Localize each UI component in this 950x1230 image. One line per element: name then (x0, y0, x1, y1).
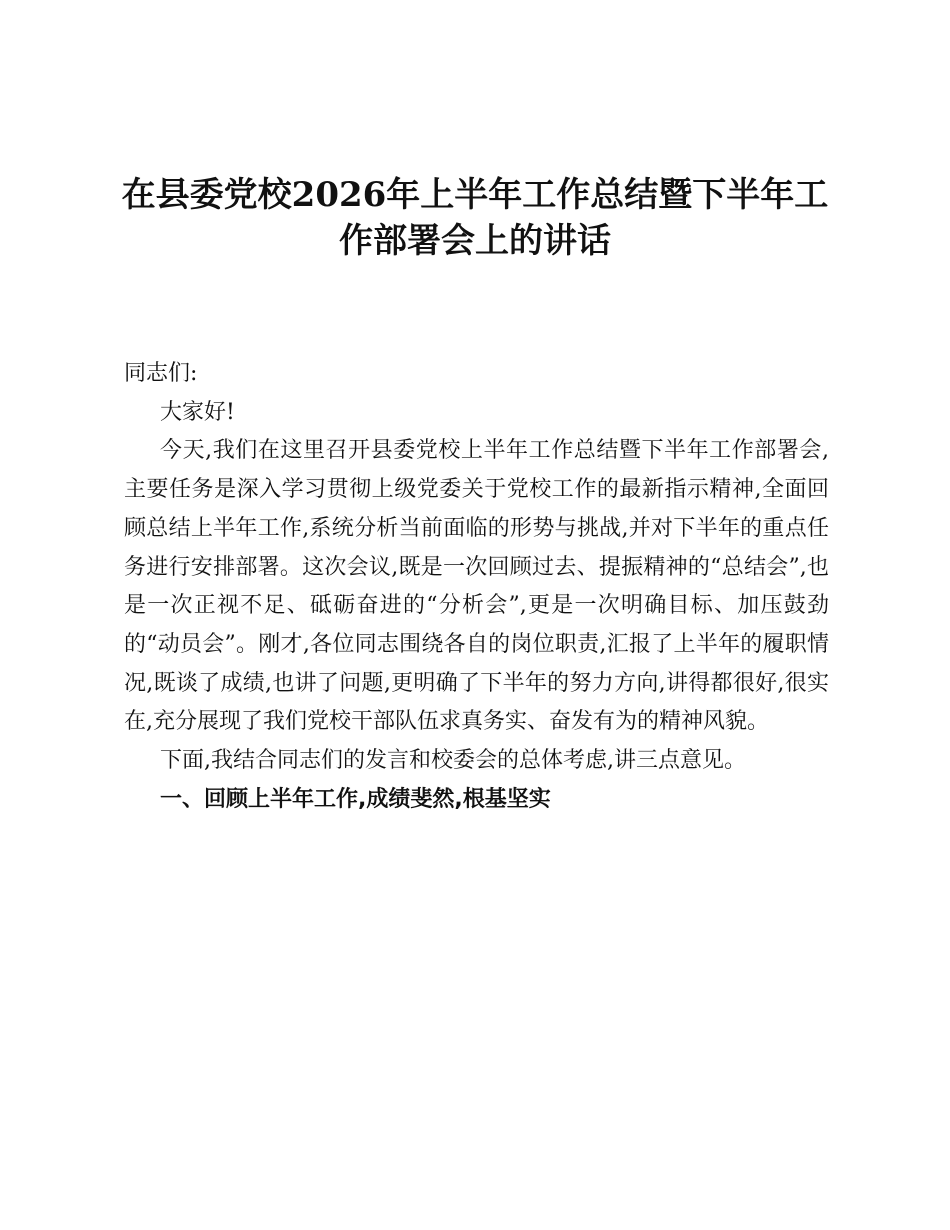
document-title (110, 172, 840, 264)
title-line-1: 在县委党校2026年上半年工作总结暨下半年工 (121, 175, 829, 215)
section-heading-1: 一、回顾上半年工作,成绩斐然,根基坚实 (160, 786, 551, 812)
document-body (124, 355, 829, 819)
salutation: 同志们: (124, 361, 198, 386)
title-line-2: 作部署会上的讲话 (339, 221, 611, 261)
paragraph-transition: 下面,我结合同志们的发言和校委会的总体考虑,讲三点意见。 (160, 748, 746, 774)
paragraph-opening: 今天,我们在这里召开县委党校上半年工作总结暨下半年工作部署会,主要任务是深入学习贯彻上级党委关于党校工作的最新指示精神,全面回顾总结上半年工作,系统分析当前面临的形势与挑战,并对下半年的重点任务进行安排部署。这次会议,既是一次回顾过去、提振精神的“总结会”,也是一次正视不足、砥砺奋进的“分析会”,更是一次明确目标、加压鼓劲的“动员会”。刚才,各位同志围绕各自的岗位职责,汇报了上半年的履职情况,既谈了成绩,也讲了问题,更明确了下半年的努力方向,讲得都很好,很实在,充分展现了我们党校干部队伍求真务实、奋发有为的精神风貌。 (124, 438, 829, 735)
greeting: 大家好! (160, 399, 235, 425)
